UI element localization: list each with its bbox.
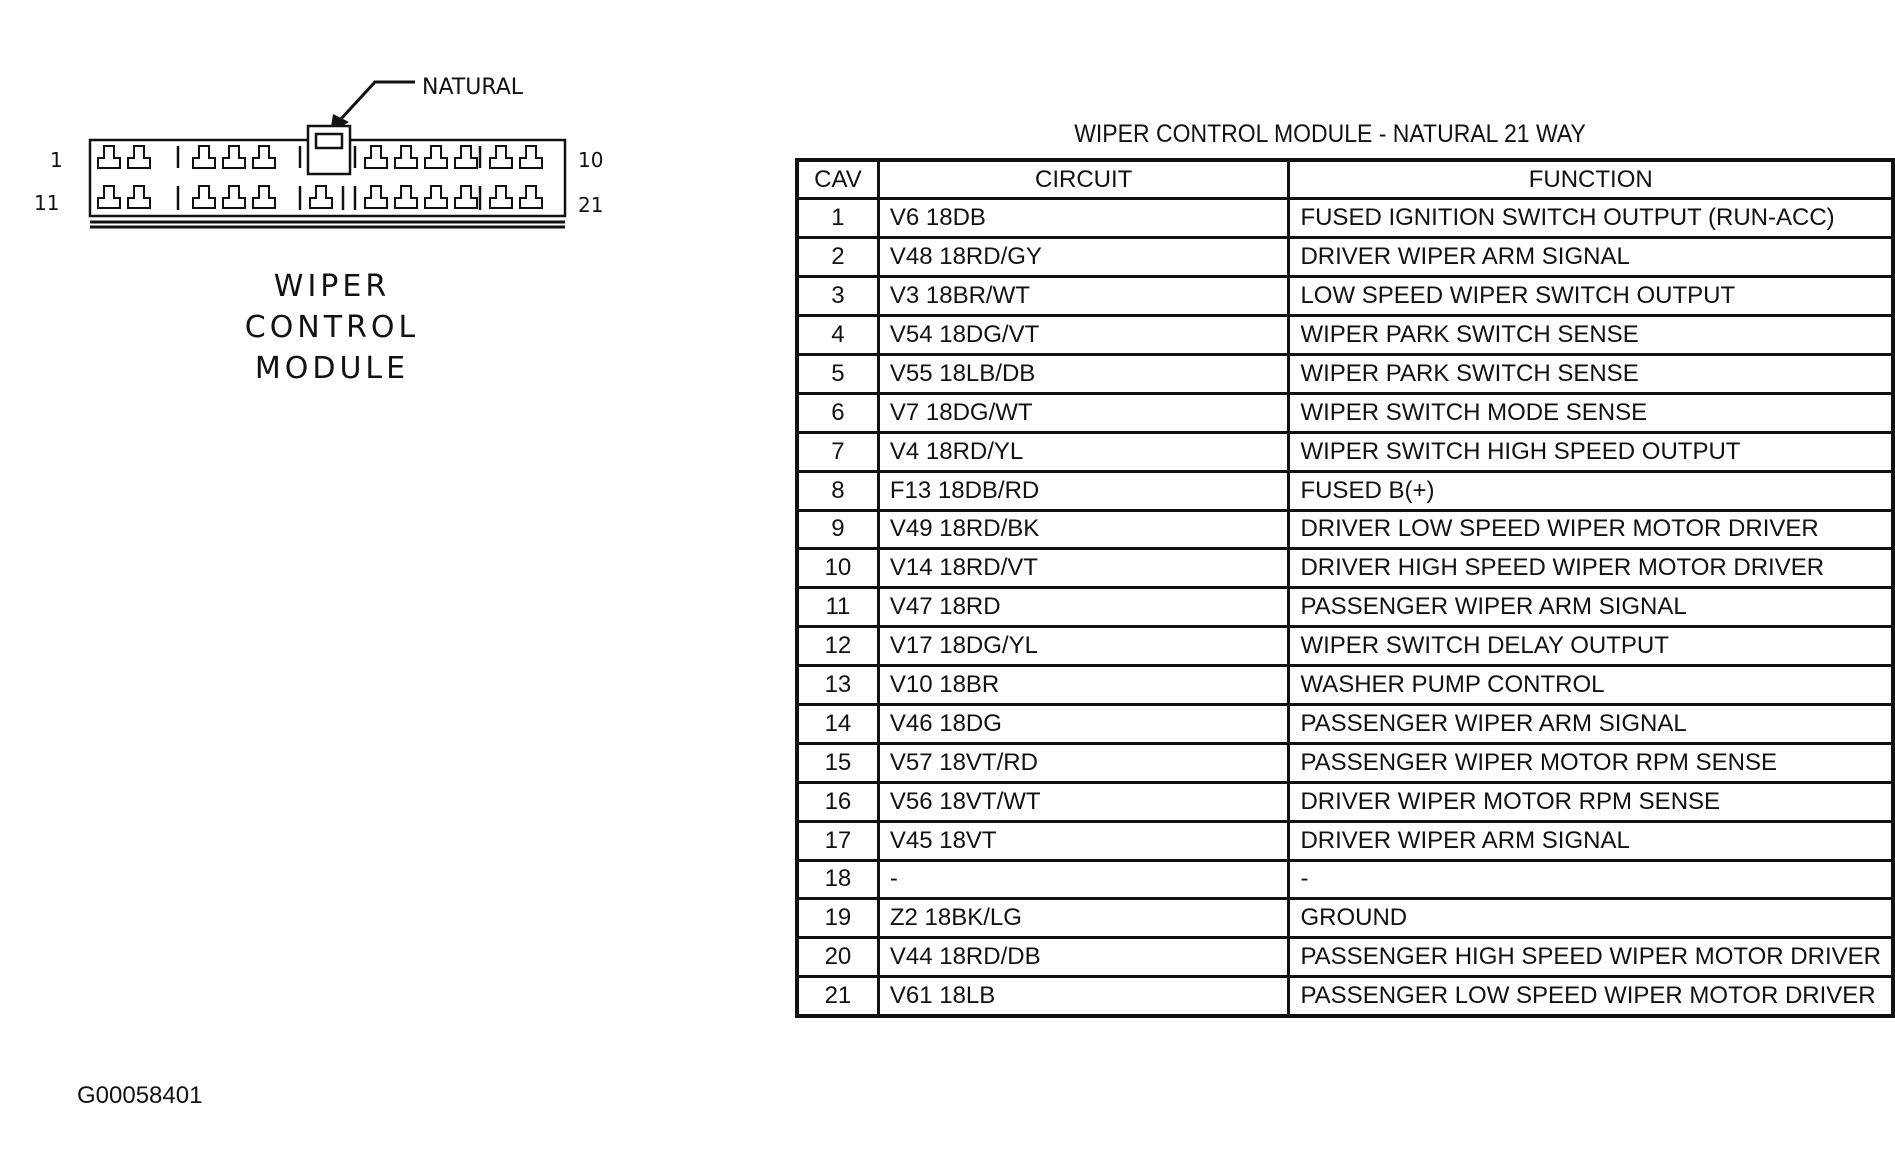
module-name-line-2: CONTROL bbox=[244, 310, 420, 345]
cell-circuit: V4 18RD/YL bbox=[878, 432, 1289, 471]
pin-cavity bbox=[490, 186, 512, 208]
pin-label-10: 10 bbox=[578, 148, 604, 172]
pin-cavity bbox=[98, 146, 120, 168]
pin-label-1: 1 bbox=[50, 148, 63, 172]
pin-cavity bbox=[128, 186, 150, 208]
cell-function: FUSED B(+) bbox=[1289, 471, 1893, 510]
cell-circuit: V46 18DG bbox=[878, 704, 1289, 743]
cell-cav: 4 bbox=[797, 316, 878, 355]
pinout-table bbox=[795, 158, 1895, 1018]
pin-cavity bbox=[425, 186, 447, 208]
pin-cavity bbox=[253, 146, 275, 168]
cell-circuit: V6 18DB bbox=[878, 199, 1289, 238]
header-cav: CAV bbox=[797, 160, 878, 199]
cell-function: PASSENGER HIGH SPEED WIPER MOTOR DRIVER bbox=[1289, 938, 1893, 977]
cell-cav: 10 bbox=[797, 549, 878, 588]
cell-circuit: V44 18RD/DB bbox=[878, 938, 1289, 977]
table-row bbox=[797, 354, 1893, 393]
table-row bbox=[797, 393, 1893, 432]
cell-cav: 7 bbox=[797, 432, 878, 471]
table-row bbox=[797, 666, 1893, 705]
cell-function: PASSENGER WIPER ARM SIGNAL bbox=[1289, 588, 1893, 627]
table-row bbox=[797, 316, 1893, 355]
cell-cav: 17 bbox=[797, 821, 878, 860]
cell-function: WIPER SWITCH MODE SENSE bbox=[1289, 393, 1893, 432]
cell-cav: 11 bbox=[797, 588, 878, 627]
cell-circuit: V49 18RD/BK bbox=[878, 510, 1289, 549]
cell-function: PASSENGER WIPER ARM SIGNAL bbox=[1289, 704, 1893, 743]
cell-cav: 15 bbox=[797, 743, 878, 782]
cell-cav: 20 bbox=[797, 938, 878, 977]
pin-cavity bbox=[520, 186, 542, 208]
table-row bbox=[797, 627, 1893, 666]
cell-cav: 6 bbox=[797, 393, 878, 432]
table-row bbox=[797, 860, 1893, 899]
connector-body bbox=[90, 126, 565, 227]
cell-function: DRIVER HIGH SPEED WIPER MOTOR DRIVER bbox=[1289, 549, 1893, 588]
header-function: FUNCTION bbox=[1289, 160, 1893, 199]
table-row bbox=[797, 549, 1893, 588]
cell-circuit: V55 18LB/DB bbox=[878, 354, 1289, 393]
table-row bbox=[797, 899, 1893, 938]
cell-cav: 13 bbox=[797, 666, 878, 705]
module-name-line-3: MODULE bbox=[254, 351, 410, 386]
table-row bbox=[797, 938, 1893, 977]
table-row bbox=[797, 277, 1893, 316]
cell-cav: 1 bbox=[797, 199, 878, 238]
pin-cavity bbox=[98, 186, 120, 208]
cell-cav: 9 bbox=[797, 510, 878, 549]
cell-cav: 3 bbox=[797, 277, 878, 316]
table-row bbox=[797, 199, 1893, 238]
table-row bbox=[797, 510, 1893, 549]
pin-cavity bbox=[490, 146, 512, 168]
table-title: WIPER CONTROL MODULE - NATURAL 21 WAY bbox=[1074, 120, 1586, 148]
cell-circuit: V45 18VT bbox=[878, 821, 1289, 860]
cell-cav: 5 bbox=[797, 354, 878, 393]
table-header-row bbox=[797, 160, 1893, 199]
cell-circuit: V7 18DG/WT bbox=[878, 393, 1289, 432]
pin-cavity bbox=[395, 146, 417, 168]
cell-cav: 14 bbox=[797, 704, 878, 743]
cell-cav: 8 bbox=[797, 471, 878, 510]
module-name bbox=[245, 269, 420, 386]
cell-function: PASSENGER LOW SPEED WIPER MOTOR DRIVER bbox=[1289, 977, 1893, 1016]
cell-function: WIPER PARK SWITCH SENSE bbox=[1289, 316, 1893, 355]
pin-cavity bbox=[455, 146, 477, 168]
cell-circuit: - bbox=[878, 860, 1289, 899]
table-row bbox=[797, 821, 1893, 860]
cell-cav: 12 bbox=[797, 627, 878, 666]
cell-cav: 19 bbox=[797, 899, 878, 938]
pin-cavity bbox=[253, 186, 275, 208]
pin-cavity bbox=[520, 146, 542, 168]
module-name-line-1: WIPER bbox=[273, 269, 391, 304]
table-row bbox=[797, 238, 1893, 277]
natural-callout bbox=[330, 75, 524, 134]
cell-cav: 2 bbox=[797, 238, 878, 277]
pin-label-11: 11 bbox=[34, 191, 60, 215]
cell-cav: 21 bbox=[797, 977, 878, 1016]
cell-function: FUSED IGNITION SWITCH OUTPUT (RUN-ACC) bbox=[1289, 199, 1893, 238]
header-circuit: CIRCUIT bbox=[878, 160, 1289, 199]
cell-cav: 16 bbox=[797, 782, 878, 821]
pin-cavity bbox=[223, 186, 245, 208]
cell-function: WASHER PUMP CONTROL bbox=[1289, 666, 1893, 705]
cell-circuit: V3 18BR/WT bbox=[878, 277, 1289, 316]
pin-cavity bbox=[395, 186, 417, 208]
cell-function: WIPER SWITCH DELAY OUTPUT bbox=[1289, 627, 1893, 666]
table-row bbox=[797, 782, 1893, 821]
pin-cavity bbox=[223, 146, 245, 168]
cell-circuit: V17 18DG/YL bbox=[878, 627, 1289, 666]
cell-circuit: V57 18VT/RD bbox=[878, 743, 1289, 782]
cell-circuit: Z2 18BK/LG bbox=[878, 899, 1289, 938]
cell-function: DRIVER WIPER ARM SIGNAL bbox=[1289, 238, 1893, 277]
table-row bbox=[797, 977, 1893, 1016]
pin-cavity bbox=[455, 186, 477, 208]
cell-cav: 18 bbox=[797, 860, 878, 899]
cell-function: GROUND bbox=[1289, 899, 1893, 938]
table-row bbox=[797, 743, 1893, 782]
cell-function: PASSENGER WIPER MOTOR RPM SENSE bbox=[1289, 743, 1893, 782]
cell-function: WIPER PARK SWITCH SENSE bbox=[1289, 354, 1893, 393]
cell-function: - bbox=[1289, 860, 1893, 899]
pin-cavity bbox=[310, 186, 332, 208]
cell-function: DRIVER LOW SPEED WIPER MOTOR DRIVER bbox=[1289, 510, 1893, 549]
cell-function: LOW SPEED WIPER SWITCH OUTPUT bbox=[1289, 277, 1893, 316]
cell-function: DRIVER WIPER ARM SIGNAL bbox=[1289, 821, 1893, 860]
pin-label-21: 21 bbox=[578, 193, 604, 217]
cell-circuit: F13 18DB/RD bbox=[878, 471, 1289, 510]
pin-cavity bbox=[128, 146, 150, 168]
cell-circuit: V56 18VT/WT bbox=[878, 782, 1289, 821]
cell-circuit: V61 18LB bbox=[878, 977, 1289, 1016]
cell-function: WIPER SWITCH HIGH SPEED OUTPUT bbox=[1289, 432, 1893, 471]
cell-function: DRIVER WIPER MOTOR RPM SENSE bbox=[1289, 782, 1893, 821]
pin-cavity bbox=[193, 186, 215, 208]
pin-cavity bbox=[425, 146, 447, 168]
table-row bbox=[797, 432, 1893, 471]
image-id: G00058401 bbox=[77, 1082, 203, 1109]
pin-cavity bbox=[365, 186, 387, 208]
cell-circuit: V14 18RD/VT bbox=[878, 549, 1289, 588]
pin-cavity bbox=[193, 146, 215, 168]
cell-circuit: V10 18BR bbox=[878, 666, 1289, 705]
table-row bbox=[797, 704, 1893, 743]
cell-circuit: V47 18RD bbox=[878, 588, 1289, 627]
pin-cavity bbox=[365, 146, 387, 168]
table-row bbox=[797, 471, 1893, 510]
table-row bbox=[797, 588, 1893, 627]
cell-circuit: V54 18DG/VT bbox=[878, 316, 1289, 355]
cell-circuit: V48 18RD/GY bbox=[878, 238, 1289, 277]
natural-label: NATURAL bbox=[422, 75, 524, 100]
